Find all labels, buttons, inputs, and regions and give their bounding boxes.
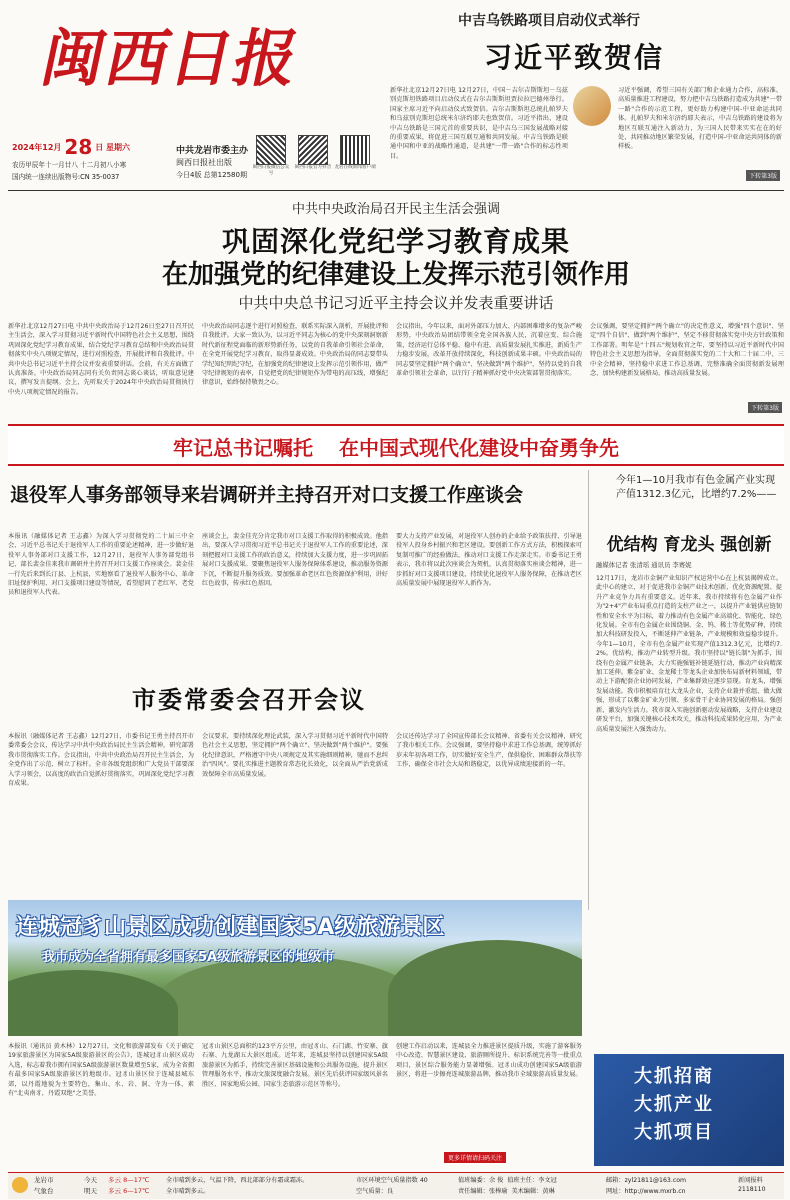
qr-label-1: 闽西日报微信公众号	[252, 165, 290, 176]
air-value: 40	[419, 1177, 428, 1184]
issn: 国内统一连续出版物号:CN 35-0037	[12, 173, 120, 181]
top-story	[388, 6, 784, 186]
standing-col-2: 会议要求，要持续深化理论武装，深入学习贯彻习近平新时代中国特色社会主义思想，坚定拥护"两个确立"、坚决做到"两个维护"。要强化纪律意识，严格遵守中央八项规定及其实施细则精神，驰而不息纠治"四风"。要扎实推进主题教育常态化长效化，以全面从严治党新成效保障全市高质量发展。	[202, 733, 388, 778]
veterans-col-1: 本报讯（融媒体记者 王志鑫）为深入学习贯彻党的二十届三中全会、习近平总书记关于退役军人工作的重要论述精神，进一步做好退役军人事务部对口支援工作，12月27日，退役军人事务部党组书记、部长裴金佳来我市调研并主持召开对口支援工作座谈会。裴金佳一行先后来到长汀县、上杭县，实地察看了退役军人服务中心、革命旧址保护利用、对口支援项目建设等情况，看望慰问了老红军、老党员和退役军人代表。	[8, 533, 194, 597]
weather-icon	[12, 1177, 28, 1193]
qr-label-2: 闽西日报官方抖音	[294, 165, 332, 170]
column-divider	[588, 470, 589, 910]
standing-committee-headline: 市委常委会召开会议	[132, 686, 366, 714]
lead-headline-2: 在加强党的纪律建设上发挥示范引领作用	[161, 260, 630, 290]
tourism-more-badge[interactable]: 更多详情请扫码关注	[444, 1152, 506, 1163]
slogan-text: 牢记总书记嘱托 在中国式现代化建设中奋勇争先	[173, 436, 619, 460]
weather-note-2: 全市晴到多云。	[166, 1188, 210, 1195]
feature-byline: 融媒体记者 张清瑶 通讯员 李赛妮	[596, 561, 692, 569]
masthead	[8, 5, 383, 185]
lead-col-3: 会议指出，今年以来，面对外部压力加大、内部困难增多的复杂严峻形势，中央政治局团结带领全党全国各族人民，沉着应变、综合施策，经济运行总体平稳、稳中有进，高质量发展扎实推进，新质生产力稳步发展，改革开放持续深化，科技创新成果丰硕。中央政治局的同志要坚定拥护"两个确立"、坚决做到"两个维护"，坚持以党的自我革命引领社会革命，以钉钉子精神抓好党中央决策部署贯彻落实。	[396, 323, 582, 378]
lunar-date: 农历甲辰年十一月廿八 十二月初八小寒	[12, 161, 127, 169]
newspaper-logo: 闽西日报	[35, 22, 307, 95]
tourism-col-1: 本报讯（通讯员 黄木林）12月27日，文化和旅游部发布《关于确定19家旅游景区为国家5A级旅游景区的公告》，连城冠豸山景区成功入选，标志着我市拥有国家5A级旅游景区数量增至5家，成为全省拥有最多国家5A级旅游景区的地级市。冠豸山景区位于连城县城东郊，以丹霞地貌为主要特色，集山、水、岩、洞、寺为一体，素有"北夷南豸，丹霞双绝"之美誉。	[8, 1043, 194, 1098]
qr-code-1[interactable]	[256, 135, 286, 165]
website-link[interactable]: 网址：http://www.mxrb.cn	[606, 1188, 686, 1195]
air-level: 空气质量：良	[356, 1188, 394, 1195]
tomorrow-label: 明天	[84, 1187, 97, 1195]
today-temp: 多云 8—17℃	[108, 1176, 150, 1184]
top-story-photo	[573, 86, 611, 126]
feature-headline: 优结构 育龙头 强创新	[606, 535, 772, 555]
weather-city: 龙岩市	[34, 1176, 54, 1184]
tourism-story	[8, 900, 582, 1168]
top-story-col-2: 习近平强调，希望三国有关部门和企业通力合作，高标准、高质量推进工程建设，努力把中吉乌铁路打造成为共建"一带一路"合作的示范工程，更好助力构建中国-中亚命运共同体。扎帕罗夫和米尔济约耶夫表示，中吉乌铁路的建设将为地区互联互通注入新动力，为三国人民带来实实在在的好处，共同推动地区繁荣发展，打造中国-中亚命运共同体的新样板。	[618, 87, 782, 151]
veterans-col-2: 座谈会上，裴金佳充分肯定我市对口支援工作取得的积极成效。他指出，要深入学习贯彻习近平总书记关于退役军人工作的重要论述，深刻把握对口支援工作的政治意义，持续加大支援力度，进一步巩固拓展对口支援成果。要聚焦退役军人服务保障体系建设，推动服务资源下沉，不断提升服务质效。要加强革命老区红色资源保护利用，讲好红色故事，传承红色基因。	[202, 533, 388, 588]
lead-subhead: 中共中央总书记习近平主持会议并发表重要讲话	[238, 294, 554, 312]
veterans-story	[8, 468, 582, 668]
hotline-number: 2118110	[738, 1186, 766, 1193]
feature-body: 12月17日，龙岩市金铜产业知识产权运营中心在上杭县揭牌成立。此中心的建立，对于促进我市金铜产业技术创新、优化资源配置、提升产业竞争力具有重要意义。近年来，我市持续将有色金属产业作为"2+4"产业布局重点打造的支柱产业之一，以提升产业链供应链韧性和安全水平为目标，着力推动有色金属产业高端化、智能化、绿色化发展。全市有色金属企业围绕铜、金、钨、稀土等优势矿种，持续加大科技研发投入，不断延伸产业链条，产业规模和效益稳步提升。今年1—10月，全市有色金属产业实现产值1312.3亿元，比增约7.2%。优结构，推动产业转型升级。我市坚持以"链长制"为抓手，围绕有色金属产业链条，大力实施强链补链延链行动，推动产业向精深加工延伸。紫金矿业、金龙稀土等龙头企业加快布局新材料领域，带动上下游配套企业协同发展，产业集群效应逐步显现。育龙头，增强发展动能。我市积极培育壮大龙头企业，支持企业兼并重组、做大做强，形成了以紫金矿业为引领、多家骨干企业协同发展的格局。强创新，激发内生活力。我市深入实施创新驱动发展战略，支持企业建设研发平台，加强关键核心技术攻关，推动科技成果转化应用，为产业高质量发展注入强劲动力。	[596, 575, 782, 733]
tourism-col-3: 创建工作启动以来，连城县全力推进景区提质升级，实施了游客服务中心改造、智慧景区建设、旅游厕所提升、标识系统完善等一批重点项目，景区综合服务能力显著增强。冠豸山成功创建国家5A级旅游景区，将进一步擦亮连城旅游品牌，推动我市全域旅游高质量发展。	[396, 1043, 582, 1079]
mountain-shape	[8, 970, 178, 1036]
page-count: 今日4版 总第12580期	[176, 171, 247, 179]
standing-committee-story	[8, 676, 582, 896]
sponsor-2: 闽西日报社出版	[176, 158, 232, 167]
top-story-headline: 习近平致贺信	[484, 41, 665, 74]
tourism-headline: 连城冠豸山景区成功创建国家5A级旅游景区	[16, 915, 445, 940]
ad-line-3: 大抓项目	[634, 1122, 714, 1143]
qr-code-3[interactable]	[340, 135, 370, 165]
veterans-col-3: 要大力支持产业发展，对退役军人创办的企业给予政策扶持，引导退役军人投身乡村振兴和老区建设。要创新工作方式方法，积极探索可复制可推广的经验做法，推动对口支援工作走深走实。市委书记王勇表示，我市将以此次座谈会为契机，认真贯彻落实座谈会精神，进一步抓好对口支援项目建设，持续优化退役军人服务保障，在推动老区高质量发展中展现退役军人新作为。	[396, 533, 582, 588]
issue-date: 2024年12月 28 日 星期六	[12, 135, 131, 159]
right-feature	[594, 470, 784, 1170]
lead-headline-1: 巩固深化党纪学习教育成果	[221, 225, 570, 258]
qr-label-3: 龙岩在线新闻客户端	[334, 165, 376, 170]
footer	[8, 1172, 784, 1199]
feature-intro: 今年1—10月我市有色金属产业实现产值1312.3亿元，比增约7.2%——	[616, 475, 777, 500]
today-label: 今天	[84, 1176, 97, 1184]
tourism-subhead: 我市成为全省拥有最多国家5A级旅游景区的地级市	[42, 950, 335, 965]
ad-line-1: 大抓招商	[634, 1066, 714, 1087]
editors: 值班编委：余 俊 值班主任：李文冠	[458, 1177, 557, 1184]
top-story-col-1: 新华社北京12月27日电 12月27日，中国－吉尔吉斯斯坦－乌兹别克斯坦铁路项目启动仪式在吉尔吉斯斯坦贾拉拉巴德州举行。国家主席习近平向启动仪式致贺信。吉尔吉斯斯坦总统扎帕罗夫和乌兹别克斯坦总统米尔济约耶夫也致贺信。习近平指出，建设中吉乌铁路是三国元首的重要共识，是中吉乌三国发展战略对接的重要成果，将促进三国互联互通和共同发展。中吉乌铁路是联通中国和中亚的战略性通道，是共建"一带一路"合作的标志性项目。	[390, 87, 568, 160]
hotline-label: 新闻报料	[738, 1177, 763, 1184]
lead-col-4: 会议强调，要坚定拥护"两个确立"的决定性意义，增强"四个意识"、坚定"四个自信"、做到"两个维护"，坚定不移贯彻落实党中央方针政策和工作部署。明年是"十四五"规划收官之年，要坚持以习近平新时代中国特色社会主义思想为指导，全面贯彻落实党的二十大和二十届二中、三中全会精神，坚持稳中求进工作总基调，完整准确全面贯彻新发展理念，加快构建新发展格局，推动高质量发展。	[590, 323, 784, 378]
email-link[interactable]: 邮箱：zyl21811@163.com	[606, 1177, 687, 1184]
tomorrow-temp: 多云 6—17℃	[108, 1187, 150, 1195]
lead-continue-badge[interactable]: 下转第3版	[748, 402, 782, 413]
top-story-continue-badge[interactable]: 下转第3版	[746, 170, 780, 181]
sponsor-1: 中共龙岩市委主办	[176, 146, 249, 156]
mountain-shape	[388, 940, 582, 1036]
weather-label: 气象台	[34, 1187, 54, 1195]
weather-note-1: 全市晴到多云，气温下降，西北部部分有霜或霜冻。	[166, 1177, 309, 1184]
top-story-kicker: 中吉乌铁路项目启动仪式举行	[458, 13, 640, 29]
tourism-col-2: 冠豸山景区总面积约123平方公里，由冠豸山、石门湖、竹安寨、旗石寨、九龙湖五大景区组成。近年来，连城县坚持以创建国家5A级旅游景区为抓手，持续完善景区基础设施和公共服务设施，提升景区管理服务水平，推动文旅深度融合发展。景区先后获评国家级风景名胜区、国家地质公园、国家生态旅游示范区等称号。	[202, 1043, 388, 1088]
lead-kicker: 中共中央政治局召开民主生活会强调	[291, 202, 500, 217]
divider	[8, 190, 784, 191]
mountain-shape	[158, 956, 418, 1036]
lead-story	[8, 194, 784, 418]
lead-col-1: 新华社北京12月27日电 中共中央政治局于12月26日至27日召开民主生活会，深入学习贯彻习近平新时代中国特色社会主义思想，围绕巩固深化党纪学习教育成果，结合党纪学习教育总结和中央政治局贯彻落实中央八项规定情况，进行对照检查，开展批评和自我批评。中共中央总书记习近平主持会议并发表重要讲话。会前，有关方面做了认真准备。中央政治局同志同有关负责同志谈心谈话，听取意见建议，撰写发言提纲。会上，先听取关于2024年中央政治局贯彻执行中央八项规定情况的报告。	[8, 323, 194, 396]
standing-col-3: 会议还传达学习了全国宣传部长会议精神、省委有关会议精神，研究了我市相关工作。会议强调，要坚持稳中求进工作总基调，统筹抓好岁末年初各项工作，切实做好安全生产、保供稳价、困难群众帮扶等工作，确保全市社会大局和谐稳定，以优异成绩迎接新的一年。	[396, 733, 582, 769]
date-day: 28	[64, 135, 93, 159]
ad-line-2: 大抓产业	[634, 1094, 714, 1115]
veterans-headline: 退役军人事务部领导来岩调研并主持召开对口支援工作座谈会	[10, 484, 524, 506]
air-quality: 市区环境空气质量指数 40	[356, 1177, 428, 1184]
editors-2: 责任编辑：张棒瑜 美术编辑：黄琳	[458, 1188, 555, 1195]
standing-col-1: 本报讯（融媒体记者 王志鑫）12月27日，市委书记王勇主持召开市委常委会会议，传达学习中共中央政治局民主生活会精神，研究部署我市贯彻落实工作。会议指出，中共中央政治局召开民主生活会，为全党作出了示范、树立了标杆。全市各级党组织和广大党员干部要深入学习领会，以高度的政治自觉抓好贯彻落实，巩固深化党纪学习教育成果。	[8, 733, 194, 788]
investment-ad	[594, 1054, 784, 1166]
qr-code-2[interactable]	[298, 135, 328, 165]
slogan-banner	[8, 424, 784, 466]
lead-col-2: 中央政治局同志逐个进行对照检查，联系实际深入剖析，开展批评和自我批评。大家一致认为，以习近平同志为核心的党中央深刻洞察新时代新征程党面临的新形势新任务，以党的自我革命引领社会革命，在全党开展党纪学习教育，取得显著成效。中央政治局的同志要带头学纪知纪明纪守纪，在加强党的纪律建设上发挥示范引领作用，做严守纪律规矩的表率，自觉把党的纪律规矩作为带电的高压线，增强纪律意识，始终保持敬畏之心。	[202, 323, 388, 387]
